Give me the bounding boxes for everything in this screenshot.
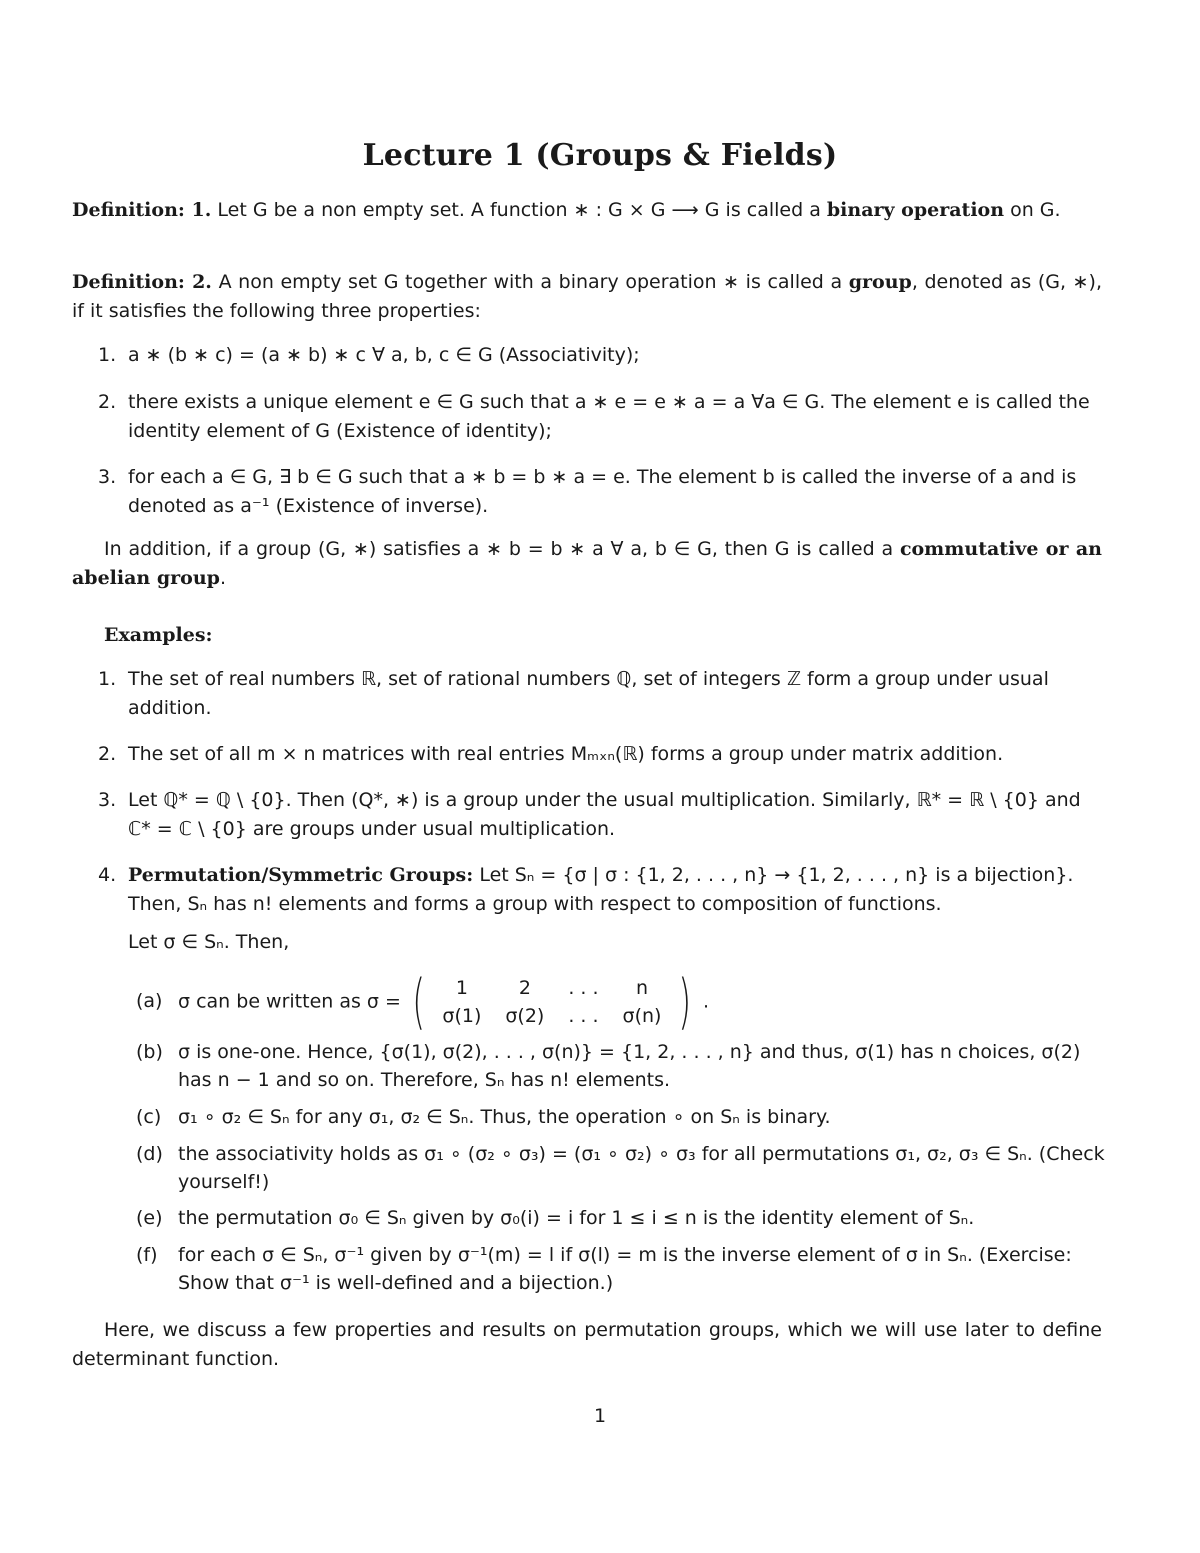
list-item-text: a ∗ (b ∗ c) = (a ∗ b) ∗ c ∀ a, b, c ∈ G (Associativity); [128, 344, 640, 366]
subitem-e [136, 1204, 1106, 1232]
list-item-number: 1. [98, 668, 117, 690]
definition-1-text: Let G be a non empty set. A function ∗ : G × G ⟶ G is called a [217, 199, 821, 221]
abelian-text: In addition, if a group (G, ∗) satisfies a ∗ b = b ∗ a ∀ a, b ∈ G, then G is called a [104, 538, 894, 560]
subitem-number: (d) [136, 1143, 163, 1165]
subitem-b [136, 1038, 1106, 1094]
subitem-text: the associativity holds as σ₁ ∘ (σ₂ ∘ σ₃) = (σ₁ ∘ σ₂) ∘ σ₃ for all permutations σ₁, σ₂, σ₃ ∈ Sₙ. (Check yourself!) [178, 1143, 1105, 1193]
subitem-text: the permutation σ₀ ∈ Sₙ given by σ₀(i) = i for 1 ≤ i ≤ n is the identity element of Sₙ. [178, 1207, 975, 1229]
list-item-text: there exists a unique element e ∈ G such that a ∗ e = e ∗ a = a ∀a ∈ G. The element e is called the identity element of G (Existence of identity); [128, 391, 1090, 442]
definition-1-tail: on G. [1010, 199, 1061, 221]
abelian-paragraph [72, 535, 1102, 593]
definition-1-term: binary operation [826, 199, 1005, 221]
subitem-text [178, 967, 1106, 1037]
subitem-c [136, 1103, 1106, 1131]
examples-heading-text: Examples: [104, 624, 213, 646]
definition-1 [72, 196, 1102, 225]
matrix-cell: 2 [518, 977, 531, 999]
abelian-tail: . [219, 567, 226, 589]
subitem-d [136, 1140, 1106, 1196]
subitem-number: (c) [136, 1106, 162, 1128]
list-item-number: 4. [98, 864, 117, 886]
matrix-cell: σ(2) [505, 1005, 545, 1027]
page-number: 1 [593, 1405, 607, 1427]
example-body: Let Sₙ = {σ | σ : {1, 2, . . . , n} → {1, 2, . . . , n} is a bijection}. Then, Sₙ has n! elements and forms a group with respect to composition of functions. [128, 864, 1074, 915]
list-item [98, 463, 1102, 521]
list-item-number: 1. [98, 344, 117, 366]
example-item [98, 861, 1102, 919]
subitem-number: (a) [136, 990, 163, 1012]
list-item [98, 341, 1102, 370]
example-term: Permutation/Symmetric Groups: [128, 864, 474, 886]
let-line-text: Let σ ∈ Sₙ. Then, [128, 931, 290, 953]
matrix-table [430, 974, 673, 1030]
example-text: The set of real numbers ℝ, set of rational numbers ℚ, set of integers ℤ form a group under usual addition. [128, 668, 1049, 719]
subitem-number: (e) [136, 1207, 163, 1229]
example-item [98, 786, 1102, 844]
list-item-number: 3. [98, 789, 117, 811]
example-text: Let ℚ* = ℚ \ {0}. Then (Q*, ∗) is a group under the usual multiplication. Similarly, ℝ* = ℝ \ {0} and ℂ* = ℂ \ {0} are groups under usual multiplication. [128, 789, 1081, 840]
abelian-term: commutative or an abelian group [72, 538, 1103, 589]
example-item [98, 740, 1102, 769]
subitem-text: σ₁ ∘ σ₂ ∈ Sₙ for any σ₁, σ₂ ∈ Sₙ. Thus, the operation ∘ on Sₙ is binary. [178, 1106, 831, 1128]
matrix-cell: 1 [455, 977, 468, 999]
subitem-a [136, 967, 1106, 1037]
permutation-matrix [407, 967, 697, 1037]
subitem-f [136, 1241, 1106, 1297]
list-item-number: 2. [98, 391, 117, 413]
matrix-cell: . . . [568, 977, 599, 999]
list-item-text: for each a ∈ G, ∃ b ∈ G such that a ∗ b = b ∗ a = e. The element b is called the inverse of a and is denoted as a⁻¹ (Existence of inverse). [128, 466, 1077, 517]
list-item-number: 3. [98, 466, 117, 488]
matrix-prefix: σ can be written as σ = [178, 990, 401, 1013]
subitem-text: σ is one-one. Hence, {σ(1), σ(2), . . . , σ(n)} = {1, 2, . . . , n} and thus, σ(1) has n choices, σ(2) has n − 1 and so on. Therefore, Sₙ has n! elements. [178, 1041, 1081, 1091]
list-item-number: 2. [98, 743, 117, 765]
definition-2-label: Definition: 2. [72, 271, 212, 293]
matrix-suffix: . [702, 990, 709, 1013]
closing-paragraph: Here, we discuss a few properties and results on permutation groups, which we will use later to define determinant function. [72, 1319, 1102, 1370]
let-line [98, 928, 1102, 957]
subitem-text: for each σ ∈ Sₙ, σ⁻¹ given by σ⁻¹(m) = l if σ(l) = m is the inverse element of σ in Sₙ. (Exercise: Show that σ⁻¹ is well-defined and a bijection.) [178, 1244, 1072, 1294]
page-title: Lecture 1 (Groups & Fields) [362, 138, 838, 173]
subitem-number: (f) [136, 1244, 158, 1266]
list-item [98, 388, 1102, 446]
example-item [98, 665, 1102, 723]
definition-1-label: Definition: 1. [72, 199, 212, 221]
left-paren-icon: ( [412, 967, 426, 1037]
matrix-cell: σ(1) [442, 1005, 482, 1027]
example-text: The set of all m × n matrices with real entries Mₘₓₙ(ℝ) forms a group under matrix addition. [128, 743, 1004, 765]
matrix-cell: . . . [568, 1005, 599, 1027]
subitem-number: (b) [136, 1041, 163, 1063]
matrix-cell: σ(n) [622, 1005, 662, 1027]
definition-2-text: A non empty set G together with a binary operation ∗ is called a [218, 271, 843, 293]
definition-2-tail: , denoted as (G, ∗), if it satisfies the following three properties: [72, 271, 1103, 322]
definition-2 [72, 268, 1102, 326]
definition-2-term: group [848, 271, 912, 293]
example-text [128, 861, 1102, 919]
matrix-cell: n [635, 977, 649, 999]
right-paren-icon: ) [678, 967, 692, 1037]
examples-heading [104, 621, 1134, 650]
